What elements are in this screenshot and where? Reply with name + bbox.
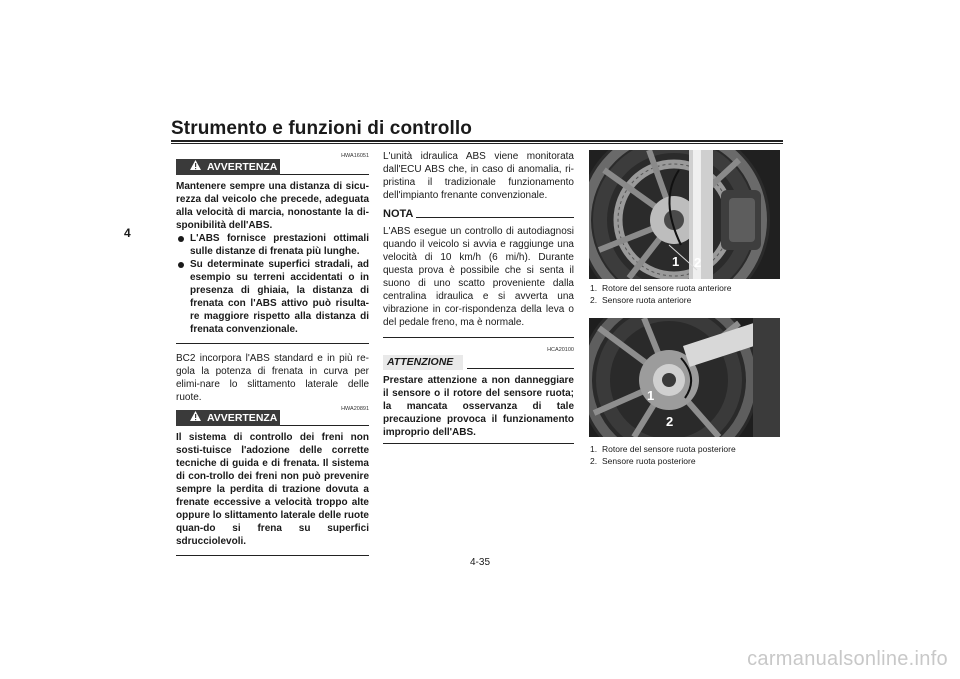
caution-header bbox=[383, 342, 574, 370]
bullet-item bbox=[176, 232, 369, 258]
note-text: L'ABS esegue un controllo di autodiagnosi quando il veicolo si avvia e raggiunge una velocità di 10 km/h (6 mi/h). Durante questa prova è possibile che si senta il suono di uno scatto proveniente dalla centralina idraulica e si avverta una vibrazione in cor-rispondenza della leva o del pedale freno, ma è normale. bbox=[383, 226, 574, 328]
front-wheel-photo bbox=[589, 150, 780, 279]
rear-wheel-photo bbox=[589, 318, 780, 437]
note-rule bbox=[416, 217, 574, 218]
warning-triangle-icon bbox=[190, 160, 201, 174]
callout-1: 1 bbox=[672, 254, 680, 269]
left-column bbox=[176, 150, 369, 556]
bullet-text: Su determinate superfici stradali, ad esempio su terreni accidentati o in presenza di ghiaia, la distanza di frenata con l'ABS attivo può risulta-re maggiore rispetto alla distanza di frenata convenzionale. bbox=[190, 259, 369, 335]
body-paragraph: BC2 incorpora l'ABS standard e in più re-gola la potenza di frenata in curva per elimi-nare lo slittamento laterale delle ruote. bbox=[176, 353, 369, 403]
warning-triangle-icon bbox=[190, 411, 201, 425]
callout-2: 2 bbox=[666, 414, 674, 429]
warning-badge bbox=[176, 410, 280, 426]
caption-row bbox=[590, 294, 780, 306]
caption-number: 2. bbox=[590, 295, 598, 305]
warning-end-rule bbox=[176, 343, 369, 344]
caption-number: 1. bbox=[590, 283, 598, 293]
page-number: 4-35 bbox=[469, 557, 490, 568]
bullet-icon bbox=[178, 262, 184, 268]
warning-code: HWA20891 bbox=[341, 406, 369, 412]
caption-text: Rotore del sensore ruota anteriore bbox=[602, 283, 732, 293]
figure1-caption bbox=[590, 282, 780, 306]
caption-text: Sensore ruota posteriore bbox=[602, 456, 696, 466]
warning-header bbox=[176, 150, 369, 176]
warning-code: HWA16051 bbox=[341, 153, 369, 159]
note-header bbox=[383, 208, 574, 222]
bullet-item bbox=[176, 258, 369, 336]
caption-number: 2. bbox=[590, 456, 598, 466]
warning-label: AVVERTENZA bbox=[207, 411, 278, 424]
bullet-text: L'ABS fornisce prestazioni ottimali sulle distanze di frenata più lunghe. bbox=[190, 233, 369, 257]
warning-rule bbox=[280, 174, 369, 175]
warning-label: AVVERTENZA bbox=[207, 160, 278, 173]
page-title: Strumento e funzioni di controllo bbox=[171, 118, 472, 139]
caption-row bbox=[590, 443, 780, 455]
warning-text: Il sistema di controllo dei freni non sosti-tuisce l'adozione delle corrette tecniche di guida e di frenata. Il sistema di con-trollo dei freni non può prevenire sempre la perdita di trazione dovuta a frenate eccessive a velocità troppo alte oppure lo slittamento laterale delle ruote quan-do si frena su superfici sdrucciolevoli. bbox=[176, 432, 369, 547]
note-end-rule bbox=[383, 337, 574, 338]
callout-1: 1 bbox=[647, 388, 655, 403]
caution-text: Prestare attenzione a non danneggiare il sensore o il rotore del sensore ruota; la mancata osservanza di tale precauzione provoca il funzionamento improprio dell'ABS. bbox=[383, 375, 574, 438]
caution-code: HCA20100 bbox=[547, 347, 574, 353]
caution-end-rule bbox=[383, 443, 574, 444]
bullet-icon bbox=[178, 236, 184, 242]
caption-text: Rotore del sensore ruota posteriore bbox=[602, 444, 736, 454]
warning-rule bbox=[280, 425, 369, 426]
caption-row bbox=[590, 282, 780, 294]
warning-text: Mantenere sempre una distanza di sicu-rezza dal veicolo che precede, adeguata alla velocità di marcia, nonostante la di-sponibilità dell'ABS. bbox=[176, 181, 369, 231]
watermark: carmanualsonline.info bbox=[747, 648, 948, 670]
body-paragraph: L'unità idraulica ABS viene monitorata dall'ECU ABS che, in caso di anomalia, ri-pristina il tradizionale funzionamento dell'impianto frenante convenzionale. bbox=[383, 151, 574, 201]
middle-column bbox=[383, 150, 574, 444]
figure2-caption bbox=[590, 443, 780, 467]
warning-bullets bbox=[176, 232, 369, 336]
caption-row bbox=[590, 455, 780, 467]
title-rule bbox=[171, 140, 783, 144]
warning-badge bbox=[176, 159, 280, 175]
caption-number: 1. bbox=[590, 444, 598, 454]
caption-text: Sensore ruota anteriore bbox=[602, 295, 692, 305]
caution-rule bbox=[467, 368, 574, 369]
caution-label: ATTENZIONE bbox=[383, 355, 463, 370]
warning-header bbox=[176, 401, 369, 427]
note-label: NOTA bbox=[383, 208, 414, 220]
callout-2: 2 bbox=[694, 255, 702, 270]
warning-end-rule bbox=[176, 555, 369, 556]
chapter-number: 4 bbox=[124, 226, 131, 240]
